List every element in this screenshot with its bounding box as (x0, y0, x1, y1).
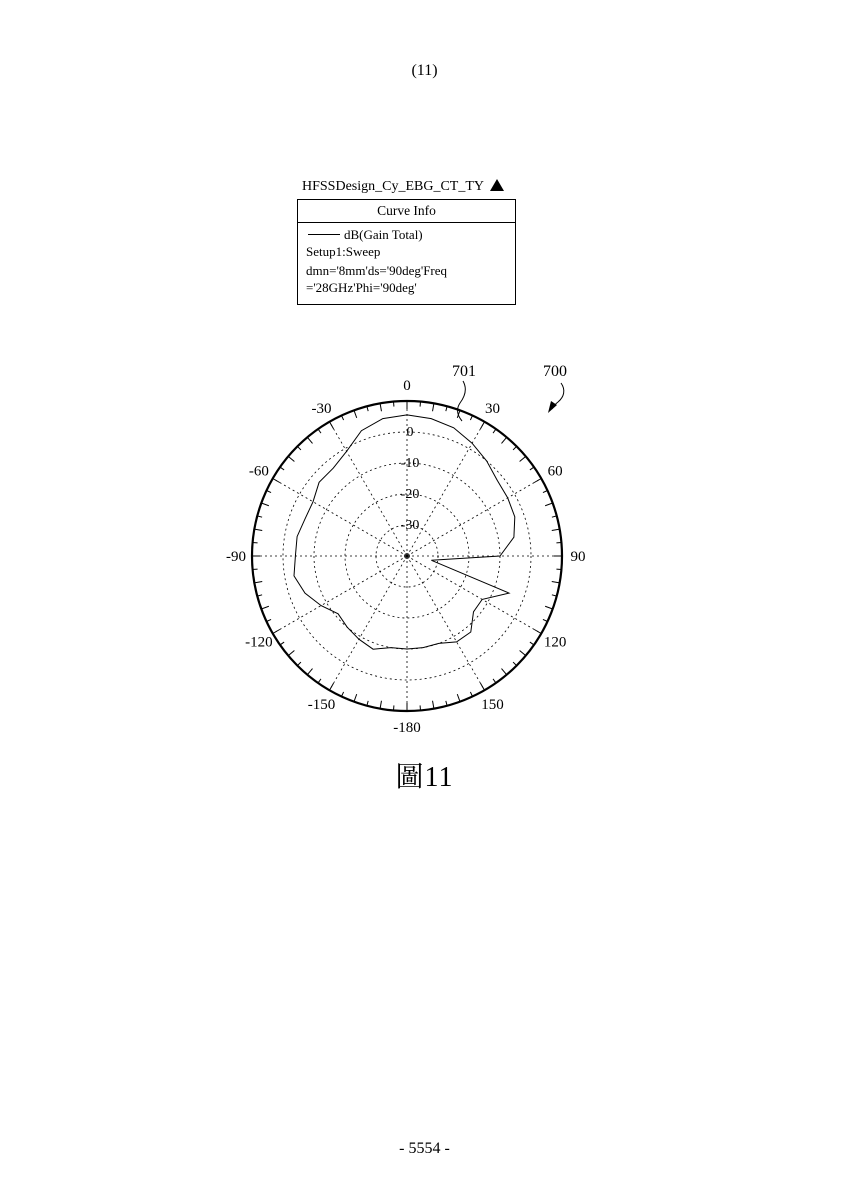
angle-label: -30 (311, 400, 332, 417)
tick-mark (545, 606, 553, 609)
tick-mark (481, 422, 485, 429)
legend-params-line2: ='28GHz'Phi='90deg' (306, 280, 417, 295)
tick-mark (254, 529, 262, 530)
radial-tick-label: 0 (406, 425, 414, 440)
angle-label: 90 (570, 549, 586, 565)
tick-mark (288, 456, 294, 461)
ref-leader-701 (458, 381, 466, 421)
tick-mark (380, 403, 381, 411)
grid-spoke (330, 556, 408, 690)
radial-tick-label: -30 (400, 518, 420, 533)
tick-mark (520, 456, 526, 461)
tick-mark (433, 701, 434, 709)
design-name: HFSSDesign_Cy_EBG_CT_TY (302, 179, 485, 194)
tick-mark (534, 479, 541, 483)
grid-spoke (273, 556, 407, 634)
reference-callouts (452, 363, 567, 421)
tick-mark (457, 694, 460, 702)
tick-mark (481, 683, 485, 690)
radial-tick-label: -10 (400, 456, 420, 471)
tick-mark (433, 403, 434, 411)
tick-mark (552, 582, 560, 583)
tick-mark (254, 582, 262, 583)
tick-mark (273, 630, 280, 634)
tick-mark (261, 606, 269, 609)
tick-mark (307, 437, 312, 443)
legend-setup: Setup1:Sweep (306, 244, 381, 259)
tick-mark (501, 669, 506, 675)
angle-label: 0 (403, 378, 411, 394)
tick-mark (534, 630, 541, 634)
legend-params-line1: dmn='8mm'ds='90deg'Freq (306, 263, 448, 278)
page-number-bottom: - 5554 - (399, 1140, 450, 1157)
tick-mark (261, 503, 269, 506)
tick-mark (380, 701, 381, 709)
angle-label: -90 (226, 549, 246, 565)
ref-label-701: 701 (452, 363, 476, 380)
tick-mark (552, 529, 560, 530)
figure-caption: 圖11 (395, 762, 454, 793)
tick-mark (520, 650, 526, 655)
tick-mark (330, 683, 334, 690)
angle-label: -180 (393, 720, 421, 736)
angle-label: 120 (543, 634, 567, 651)
legend-header: Curve Info (298, 200, 515, 223)
angle-label: -120 (245, 634, 273, 651)
grid-spoke (407, 479, 541, 557)
ref-label-700: 700 (543, 363, 567, 380)
tick-mark (354, 410, 357, 418)
tick-mark (501, 437, 506, 443)
tick-mark (273, 479, 280, 483)
tick-mark (354, 694, 357, 702)
radial-tick-label: -20 (400, 487, 420, 502)
legend-curve-label: dB(Gain Total) (344, 227, 423, 242)
grid-spoke (273, 479, 407, 557)
tick-mark (307, 669, 312, 675)
page-number-top: (11) (411, 62, 438, 79)
tick-mark (330, 422, 334, 429)
radial-tick-labels (401, 425, 420, 533)
ref-arrowhead-700 (548, 401, 557, 413)
angle-label: 60 (547, 463, 563, 480)
tick-mark (288, 650, 294, 655)
grid-spoke (407, 556, 485, 690)
angle-label: -150 (307, 697, 336, 714)
angle-label: -60 (248, 463, 269, 480)
grid-spoke (330, 422, 408, 556)
angle-label: 30 (485, 400, 500, 417)
angle-label: 150 (481, 697, 504, 714)
grid-spoke (407, 556, 541, 634)
tick-mark (545, 503, 553, 506)
